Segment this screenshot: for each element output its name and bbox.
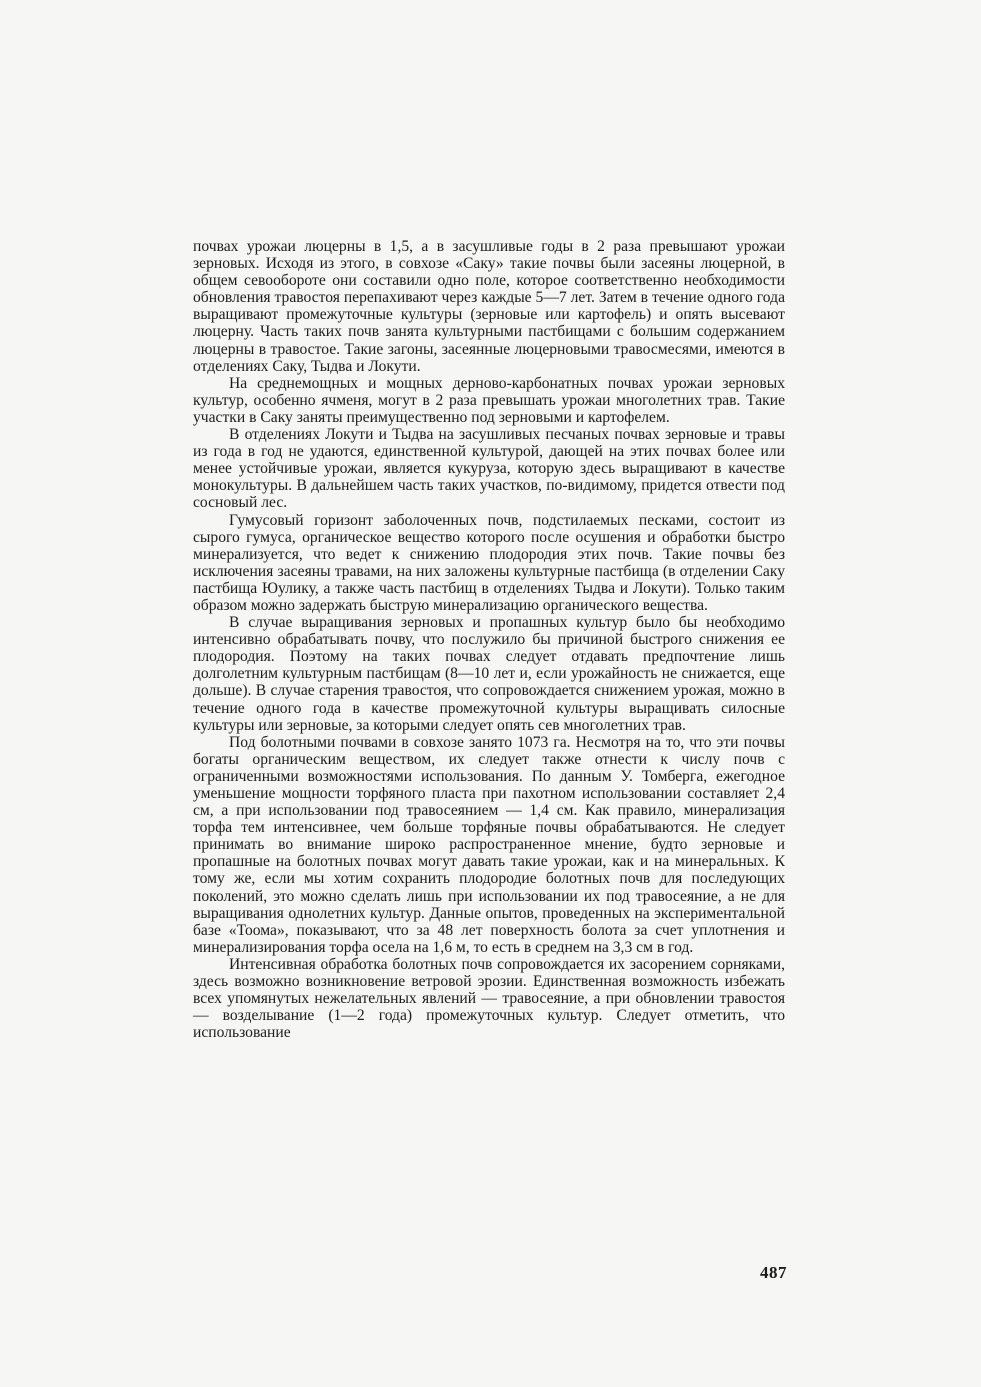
paragraph-5: В случае выращивания зерновых и пропашных культур было бы необходимо интенсивно обрабатывать почву, что послужило бы причиной быстрого снижения ее плодородия. Поэтому на таких почвах следует отдавать предпочтение лишь долголетним культурным пастбищам (8—10 лет и, если урожайность не снижается, еще дольше). В случае старения травостоя, что сопровождается снижением урожая, можно в течение одного года в качестве промежуточной культуры выращивать силосные культуры или зерновые, за которыми следует опять сев многолетних трав. xyxy=(193,614,785,734)
paragraph-3: В отделениях Локути и Тыдва на засушливых песчаных почвах зерновые и травы из года в год не удаются, единственной культурой, дающей на этих почвах более или менее устойчивые урожаи, является кукуруза, которую здесь выращивают в качестве монокультуры. В дальнейшем часть таких участков, по-видимому, придется отвести под сосновый лес. xyxy=(193,426,785,512)
paragraph-7: Интенсивная обработка болотных почв сопровождается их засорением сорняками, здесь возможно возникновение ветровой эрозии. Единственная возможность избежать всех упомянутых нежелательных явлений — травосеяние, а при обновлении травостоя — возделывание (1—2 года) промежуточных культур. Следует отметить, что использование xyxy=(193,955,785,1042)
page-number: 487 xyxy=(760,1263,787,1282)
paragraph-2: На среднемощных и мощных дерново-карбонатных почвах урожаи зерновых культур, особенно ячменя, могут в 2 раза превышать урожаи многолетних трав. Такие участки в Саку заняты преимущественно под зерновыми и картофелем. xyxy=(193,374,785,426)
paragraph-6: Под болотными почвами в совхозе занято 1073 га. Несмотря на то, что эти почвы богаты органическим веществом, их следует также отнести к числу почв с ограниченными возможностями использования. По данным У. Томберга, ежегодное уменьшение мощности торфяного пласта при пахотном использовании составляет 2,4 см, а при использовании под травосеянием — 1,4 см. Как правило, минерализация торфа тем интенсивнее, чем больше торфяные почвы обрабатываются. Не следует принимать во внимание широко распространенное мнение, будто зерновые и пропашные на болотных почвах могут давать такие урожаи, как и на минеральных. К тому же, если мы хотим сохранить плодородие болотных почв для последующих поколений, это можно сделать лишь при использовании их под травосеяние, а не для выращивания однолетних культур. Данные опытов, проведенных на экспериментальной базе «Тоома», показывают, что за 48 лет поверхность болота за счет уплотнения и минерализирования торфа осела на 1,6 м, то есть в среднем на 3,3 см в год. xyxy=(193,733,785,956)
paragraph-1: почвах урожаи люцерны в 1,5, а в засушливые годы в 2 раза превышают урожаи зерновых. Исходя из этого, в совхозе «Саку» такие почвы были засеяны люцерной, в общем севообороте они составили одно поле, которое соответственно необходимости обновления травостоя перепахивают через каждые 5—7 лет. Затем в течение одного года выращивают промежуточные культуры (зерновые или картофель) и опять высевают люцерну. Часть таких почв занята культурными пастбищами с большим содержанием люцерны в травостое. Такие загоны, засеянные люцерновыми травосмесями, имеются в отделениях Саку, Тыдва и Локути. xyxy=(193,238,785,375)
body-text xyxy=(193,238,785,1041)
paragraph-4: Гумусовый горизонт заболоченных почв, подстилаемых песками, состоит из сырого гумуса, органическое вещество которого после осушения и обработки быстро минерализуется, что ведет к снижению плодородия этих почв. Такие почвы без исключения засеяны травами, на них заложены культурные пастбища (в отделении Саку пастбища Юулику, а также часть пастбищ в отделениях Тыдва и Локути). Только таким образом можно задержать быструю минерализацию органического вещества. xyxy=(193,511,785,614)
